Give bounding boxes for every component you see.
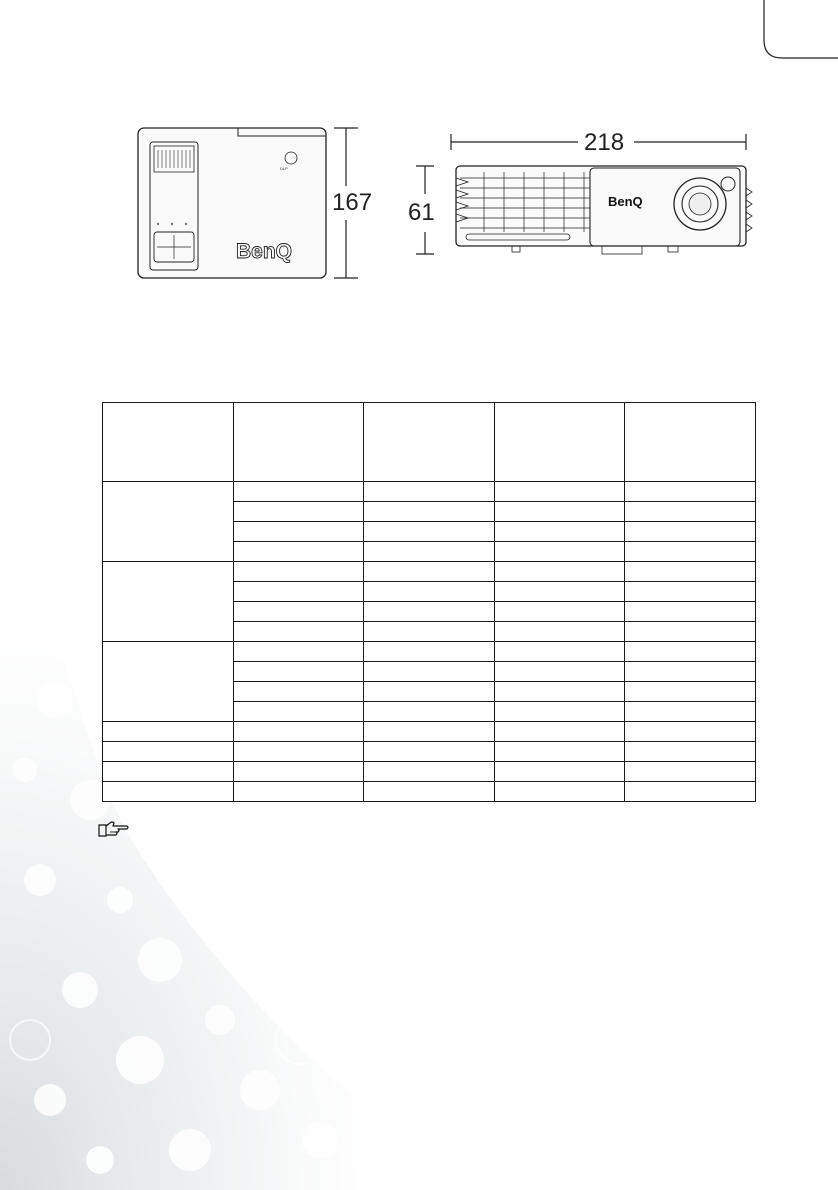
table-cell	[625, 562, 756, 582]
table-cell	[364, 782, 495, 802]
table-cell	[234, 602, 364, 622]
table-cell	[495, 622, 625, 642]
table-cell	[495, 722, 625, 742]
table-cell	[234, 582, 364, 602]
header-cell	[364, 403, 495, 482]
header-cell	[103, 403, 234, 482]
table-cell	[234, 542, 364, 562]
svg-text:DLP: DLP	[280, 166, 288, 171]
table-cell	[495, 562, 625, 582]
table-cell	[625, 642, 756, 662]
table-cell	[625, 482, 756, 502]
table-header-row	[103, 403, 756, 482]
width-dimension-label: 218	[584, 129, 625, 156]
table-cell	[234, 562, 364, 582]
header-cell	[625, 403, 756, 482]
table-cell	[495, 782, 625, 802]
table-cell	[625, 702, 756, 722]
table-cell	[234, 662, 364, 682]
projector-front-view-drawing	[412, 128, 754, 262]
table-cell	[625, 622, 756, 642]
table-cell	[495, 522, 625, 542]
table-cell	[234, 702, 364, 722]
table-row	[103, 642, 756, 662]
table-cell	[364, 602, 495, 622]
table-cell	[364, 562, 495, 582]
depth-dimension-label: 167	[332, 189, 373, 216]
table-row	[103, 722, 756, 742]
table-cell	[495, 602, 625, 622]
table-cell	[234, 682, 364, 702]
table-cell	[364, 742, 495, 762]
table-cell	[625, 762, 756, 782]
table-row	[103, 562, 756, 582]
table-cell	[103, 722, 234, 742]
table-cell	[103, 762, 234, 782]
table-cell	[234, 762, 364, 782]
table-cell	[234, 782, 364, 802]
table-cell	[625, 542, 756, 562]
table-cell	[234, 722, 364, 742]
group-label-cell	[103, 562, 234, 642]
table-cell	[103, 782, 234, 802]
group-label-cell	[103, 482, 234, 562]
table-row	[103, 782, 756, 802]
table-cell	[364, 482, 495, 502]
specification-table	[102, 402, 756, 802]
table-cell	[625, 742, 756, 762]
table-cell	[364, 702, 495, 722]
table-cell	[495, 582, 625, 602]
svg-text:BenQ: BenQ	[608, 194, 643, 209]
header-cell	[234, 403, 364, 482]
table-cell	[495, 502, 625, 522]
header-cell	[495, 403, 625, 482]
table-cell	[625, 662, 756, 682]
table-row	[103, 762, 756, 782]
table-cell	[234, 642, 364, 662]
table-cell	[364, 762, 495, 782]
table-cell	[625, 522, 756, 542]
height-dimension-label: 61	[408, 199, 435, 226]
table-cell	[364, 622, 495, 642]
table-cell	[364, 582, 495, 602]
crop-mark	[0, 0, 838, 70]
table-cell	[234, 522, 364, 542]
table-row	[103, 482, 756, 502]
table-cell	[625, 782, 756, 802]
table-cell	[625, 582, 756, 602]
table-cell	[364, 542, 495, 562]
pointing-hand-icon	[97, 820, 131, 838]
table-cell	[625, 682, 756, 702]
table-cell	[495, 742, 625, 762]
table-cell	[495, 682, 625, 702]
table-cell	[364, 522, 495, 542]
group-label-cell	[103, 642, 234, 722]
table-cell	[625, 722, 756, 742]
svg-text:BenQ: BenQ	[236, 240, 293, 263]
table-cell	[495, 702, 625, 722]
table-cell	[625, 602, 756, 622]
table-cell	[364, 502, 495, 522]
table-cell	[234, 482, 364, 502]
table-cell	[495, 642, 625, 662]
table-cell	[234, 622, 364, 642]
table-cell	[495, 482, 625, 502]
table-cell	[103, 742, 234, 762]
table-cell	[364, 722, 495, 742]
table-cell	[234, 502, 364, 522]
table-cell	[234, 742, 364, 762]
table-cell	[364, 642, 495, 662]
table-cell	[625, 502, 756, 522]
table-cell	[495, 542, 625, 562]
table-cell	[364, 682, 495, 702]
table-cell	[495, 762, 625, 782]
table-row	[103, 742, 756, 762]
table-cell	[364, 662, 495, 682]
table-cell	[495, 662, 625, 682]
